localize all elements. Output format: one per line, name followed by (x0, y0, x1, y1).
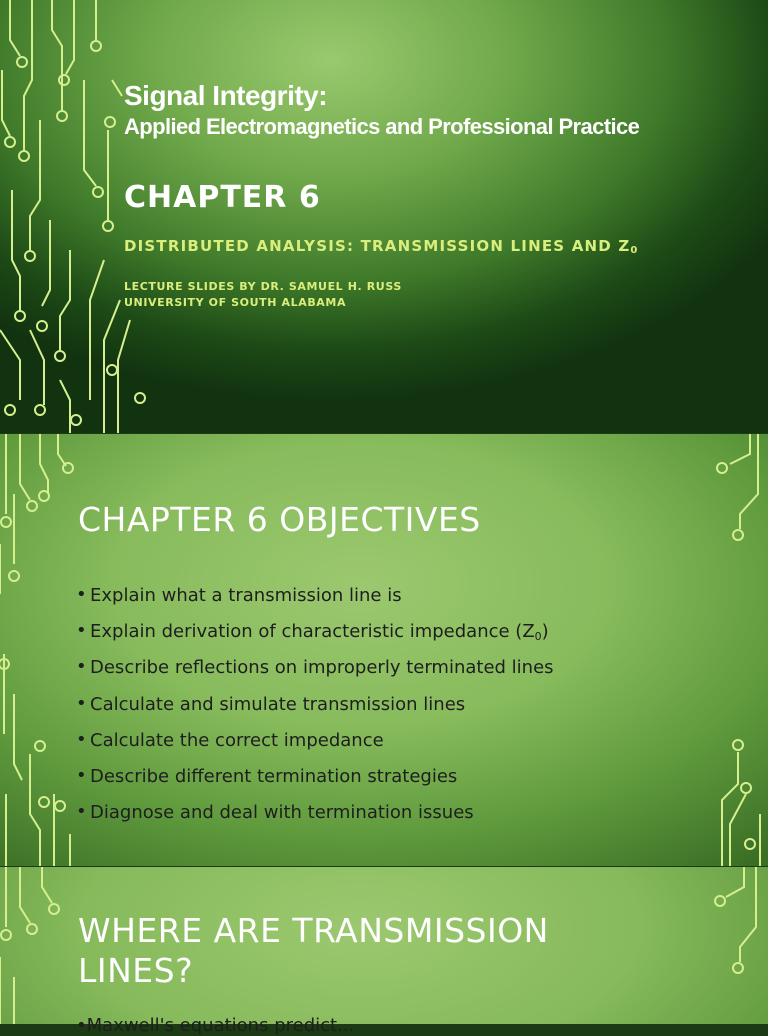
bullet-icon: • (76, 728, 87, 750)
slide-title-line1: WHERE ARE TRANSMISSION (78, 911, 549, 950)
objectives-list (76, 584, 554, 837)
bullet-icon: • (76, 584, 87, 605)
list-item (76, 620, 554, 656)
list-item (76, 584, 554, 620)
list-item-text: Describe reflections on improperly terminated lines (90, 657, 554, 679)
list-item (76, 765, 554, 801)
bullet-icon: • (76, 656, 87, 678)
chapter-topic-text: DISTRIBUTED ANALYSIS: TRANSMISSION LINES AND Z (124, 237, 631, 255)
slide-title: CHAPTER 6 OBJECTIVES (78, 500, 481, 539)
title-slide (0, 0, 768, 433)
list-item-text: Explain what a transmission line is (90, 585, 402, 606)
presentation-subtitle: Applied Electromagnetics and Professional Practice (124, 114, 640, 139)
chapter-topic-subscript: 0 (630, 245, 639, 256)
list-item (76, 801, 554, 837)
bullet-icon: • (76, 801, 87, 823)
list-item-text: Explain derivation of characteristic impedance (Z (90, 621, 535, 643)
credit-author: LECTURE SLIDES BY DR. SAMUEL H. RUSS (124, 280, 402, 293)
bullet-icon: • (76, 764, 87, 786)
chapter-heading: CHAPTER 6 (124, 180, 321, 215)
circuit-decoration (0, 0, 768, 433)
list-item (76, 729, 554, 765)
list-item-text: Diagnose and deal with termination issues (90, 802, 474, 824)
slide-title (78, 911, 698, 991)
bullet-icon: • (76, 620, 87, 642)
slide-title-line2: LINES? (78, 951, 194, 990)
list-item (76, 693, 554, 729)
list-item-text: Calculate and simulate transmission lines (90, 693, 466, 715)
credit-block (124, 279, 402, 311)
list-item-subscript: 0 (534, 630, 542, 644)
list-item-text: Describe different termination strategies (90, 765, 458, 787)
cut-off-bullet: •Maxwell's equations predict... (76, 1015, 355, 1036)
list-item-text: Calculate the correct impedance (90, 729, 384, 751)
chapter-topic (124, 237, 639, 256)
list-item (76, 656, 554, 692)
credit-university: UNIVERSITY OF SOUTH ALABAMA (124, 296, 347, 309)
bullet-icon: • (76, 692, 87, 714)
objectives-slide (0, 434, 768, 866)
list-item-suffix: ) (541, 621, 549, 643)
transmission-lines-slide (0, 867, 768, 1036)
presentation-title: Signal Integrity: (124, 80, 328, 111)
